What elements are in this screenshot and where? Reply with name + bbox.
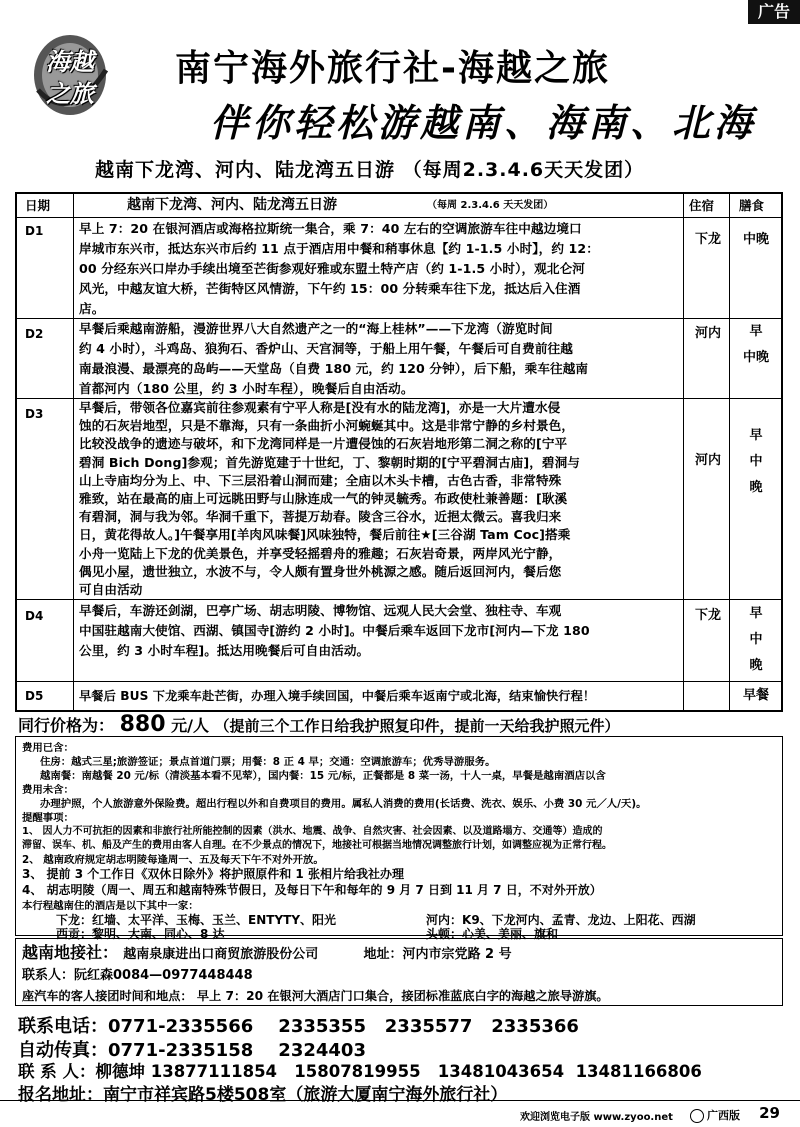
day-label: D3 (25, 407, 44, 421)
meal-value: 晚 (749, 480, 763, 495)
brand-circle-icon (690, 1109, 704, 1123)
ground-agency-line: 越南地接社： 越南泉康进出口商贸旅游股份公司 地址：河内市宗党路 2 号 (22, 943, 512, 962)
fee-line: 办理护照，个人旅游意外保险费。超出行程以外和自费项目的费用。属私人消费的费用(长话费、洗衣、娱乐、小费 30 元／人/天)。 (40, 798, 647, 810)
ground-agency-box (15, 938, 783, 1006)
footer-divider (0, 1100, 800, 1101)
price-label: 同行价格为： (18, 716, 115, 735)
price-unit: 元/人 (171, 716, 209, 735)
day-content: 早上 7：20 在银河酒店或海格拉斯统一集合，乘 7：40 左右的空调旅游车往中越边境口 岸城市东兴市，抵达东兴市后约 11 点于酒店用中餐和稍事休息【约 1-1.5 小时】，约 12： 00 分经东兴口岸办手续出境至芒街参观好雅或东盟土特产店（约 1-1.5 小时），观北仑河 风光，中越友谊大桥，芒街特区风情游，下午约 15：00 分转乘车往下龙，抵达后入住酒 店。 (79, 221, 599, 316)
day-label: D2 (25, 327, 44, 341)
logo-line-2: 之旅 (46, 80, 94, 108)
address-line: 报名地址：南宁市祥宾路5楼508室（旅游大厦南宁海外旅行社） (18, 1085, 508, 1105)
fees-section (15, 736, 783, 941)
header-stay: 住宿 (689, 198, 715, 213)
fee-line: 本行程越南住的酒店是以下其中一家： (22, 900, 199, 912)
fee-line: 住房：越式三星;旅游签证；景点首道门票；用餐：8 正 4 早；交通：空调旅游车；优秀导游服务。 (40, 756, 496, 768)
slogan: 伴你轻松游越南、海南、北海 (210, 100, 757, 145)
tour-title: 越南下龙湾、河内、陆龙湾五日游 （每周2.3.4.6天天发团） (95, 159, 645, 181)
ad-tag: 广告 (748, 0, 800, 24)
price-amount: 880 (119, 712, 166, 737)
meal-value: 中晚 (742, 232, 769, 247)
header-date: 日期 (25, 198, 51, 213)
stay-value: 下龙 (694, 232, 721, 247)
day-content: 早餐后，车游还剑湖，巴亭广场、胡志明陵、博物馆、远观人民大会堂、独柱寺、车观 中国驻越南大使馆、西湖、镇国寺[游约 2 小时]。中餐后乘车返回下龙市[河内—下龙 180 公里，约 3 小时车程]。抵达用晚餐后可自由活动。 (79, 603, 590, 658)
fee-line: 费用未含： (22, 784, 74, 796)
fax-line: 自动传真：0771-2335158 2324403 (18, 1040, 366, 1061)
fee-line: 4、 胡志明陵（周一、周五和越南特殊节假日，及每日下午和每年的 9 月 7 日到 11 月 7 日，不对外开放） (22, 883, 602, 897)
stay-value: 河内 (694, 453, 721, 468)
stay-value: 河内 (694, 326, 721, 341)
stay-value: 下龙 (694, 608, 721, 623)
person-line: 联 系 人：柳德坤 13877111854 15807819955 13481043654 13481166806 (18, 1062, 702, 1081)
page-number: 29 (759, 1104, 780, 1122)
fee-line: 3、 提前 3 个工作日《双休日除外》将护照原件和 1 张相片给我社办理 (22, 867, 404, 881)
day-content: 早餐后 BUS 下龙乘车赴芒街，办理入境手续回国，中餐后乘车返南宁或北海，结束愉快行程！ (79, 689, 596, 703)
footer-brand: 广西版 (690, 1107, 740, 1123)
fee-line: 2、 越南政府规定胡志明陵每逢周一、五及每天下午不对外开放。 (22, 854, 324, 866)
meal-value: 中 (749, 454, 763, 469)
phone-line: 联系电话：0771-2335566 2335355 2335577 2335366 (18, 1016, 579, 1037)
meal-value: 早 (749, 324, 763, 339)
day-label: D1 (25, 224, 44, 238)
logo (30, 30, 110, 120)
hotel-line: 河内：K9、下龙河内、孟青、龙边、上阳花、西湖 (426, 913, 696, 927)
day-label: D5 (25, 689, 44, 703)
price-note: （提前三个工作日给我护照复印件，提前一天给我护照元件） (214, 717, 620, 735)
day-content: 早餐后，带领各位嘉宾前往参观素有宁平人称是[没有水的陆龙湾]，亦是一大片遭水侵 蚀的石灰岩地型，只是不靠海，只有一条曲折小河蜿蜒其中。这是非常宁静的乡村景色， 比较没战争的遗迹与破坏，和下龙湾同样是一片遭侵蚀的石灰岩地形第二洞之称的[宁平 碧洞 Bich Dong]参观；首先游览建于十世纪，丁、黎朝时期的[宁平碧洞古庙]，碧洞与 山上寺庙均分为上、中、下三层沿着山洞而建；全庙以木头卡槽，古色古香，非常特殊 雅致，站在最高的庙上可远眺田野与山脉连成一气的钟灵毓秀。布政使杜兼善题：[耿溪 有碧洞，洞与我为邻。华洞千重下，菩提万劫春。陵含三谷水，近挹太微云。喜我归来 日，黄花得故人。]午餐享用[羊肉风味餐]风味独特，餐后前往★[三谷湖 Tam Coc]搭乘 小舟一览陆上下龙的优美景色，并享受轻摇碧舟的雅趣；石灰岩奇景，两岸风光宁静， 偶见小屋，遗世独立，水波不与，令人颇有置身世外桃源之感。随后返回河内，餐后您 可自由活动 (79, 400, 580, 598)
hotel-line: 下龙：红墙、太平洋、玉梅、玉兰、ENTYTY、阳光 (56, 913, 337, 927)
logo-line-1: 海越 (46, 48, 94, 76)
header-meals: 膳食 (739, 198, 765, 213)
fee-line: 1、 因人力不可抗拒的因素和非旅行社所能控制的因素（洪水、地震、战争、自然灾害、社会因素、以及道路塌方、交通等）造成的 (22, 826, 603, 837)
meal-value: 早 (749, 606, 763, 621)
ground-contact: 联系人：阮红森0084—0977448448 (22, 968, 253, 983)
fee-line: 提醒事项： (22, 812, 74, 824)
hotel-line: 西贡：黎明、大南、同心、8 达 (56, 927, 225, 941)
meal-value: 早 (749, 428, 763, 443)
meal-value: 晚 (749, 658, 763, 673)
fee-line: 滞留、误车、机、船及产生的费用由客人自理。在不少景点的情况下，地接社可根据当地情况调整旅行计划，如调整应视为正常行程。 (22, 840, 612, 851)
header-route: 越南下龙湾、河内、陆龙湾五日游 (127, 197, 337, 213)
fee-line: 越南餐：南越餐 20 元/标（清淡基本看不见荤），国内餐：15 元/标，正餐都是 8 菜一汤，十人一桌，早餐是越南酒店以含 (40, 770, 606, 782)
header-route-sub: （每周 2.3.4.6 天天发团） (427, 200, 554, 211)
fee-line: 费用已含： (22, 742, 74, 754)
agency-name: 南宁海外旅行社-海越之旅 (175, 48, 610, 89)
price-line (18, 712, 620, 737)
hotel-line: 头顿：心美、美丽、旗和 (426, 927, 559, 941)
day-label: D4 (25, 609, 44, 623)
meal-value: 中晚 (742, 350, 769, 365)
assembly-info: 座汽车的客人接团时间和地点： 早上 7：20 在银河大酒店门口集合，接团标准蓝底白字的海越之旅导游旗。 (22, 989, 609, 1003)
itinerary-table (15, 192, 783, 712)
day-content: 早餐后乘越南游船，漫游世界八大自然遗产之一的“海上桂林”——下龙湾（游览时间 约 4 小时），斗鸡岛、狼狗石、香炉山、天宫洞等，于船上用午餐，午餐后可自费前往越 南最浪漫、最漂亮的岛屿——天堂岛（自费 180 元，约 120 分钟），后下船，乘车往越南 首都河内（180 公里，约 3 小时车程），晚餐后自由活动。 (79, 321, 589, 396)
meal-value: 中 (749, 632, 763, 647)
meal-value: 早餐 (742, 688, 769, 703)
footer-text: 欢迎浏览电子版 www.zyoo.net (520, 1112, 673, 1123)
